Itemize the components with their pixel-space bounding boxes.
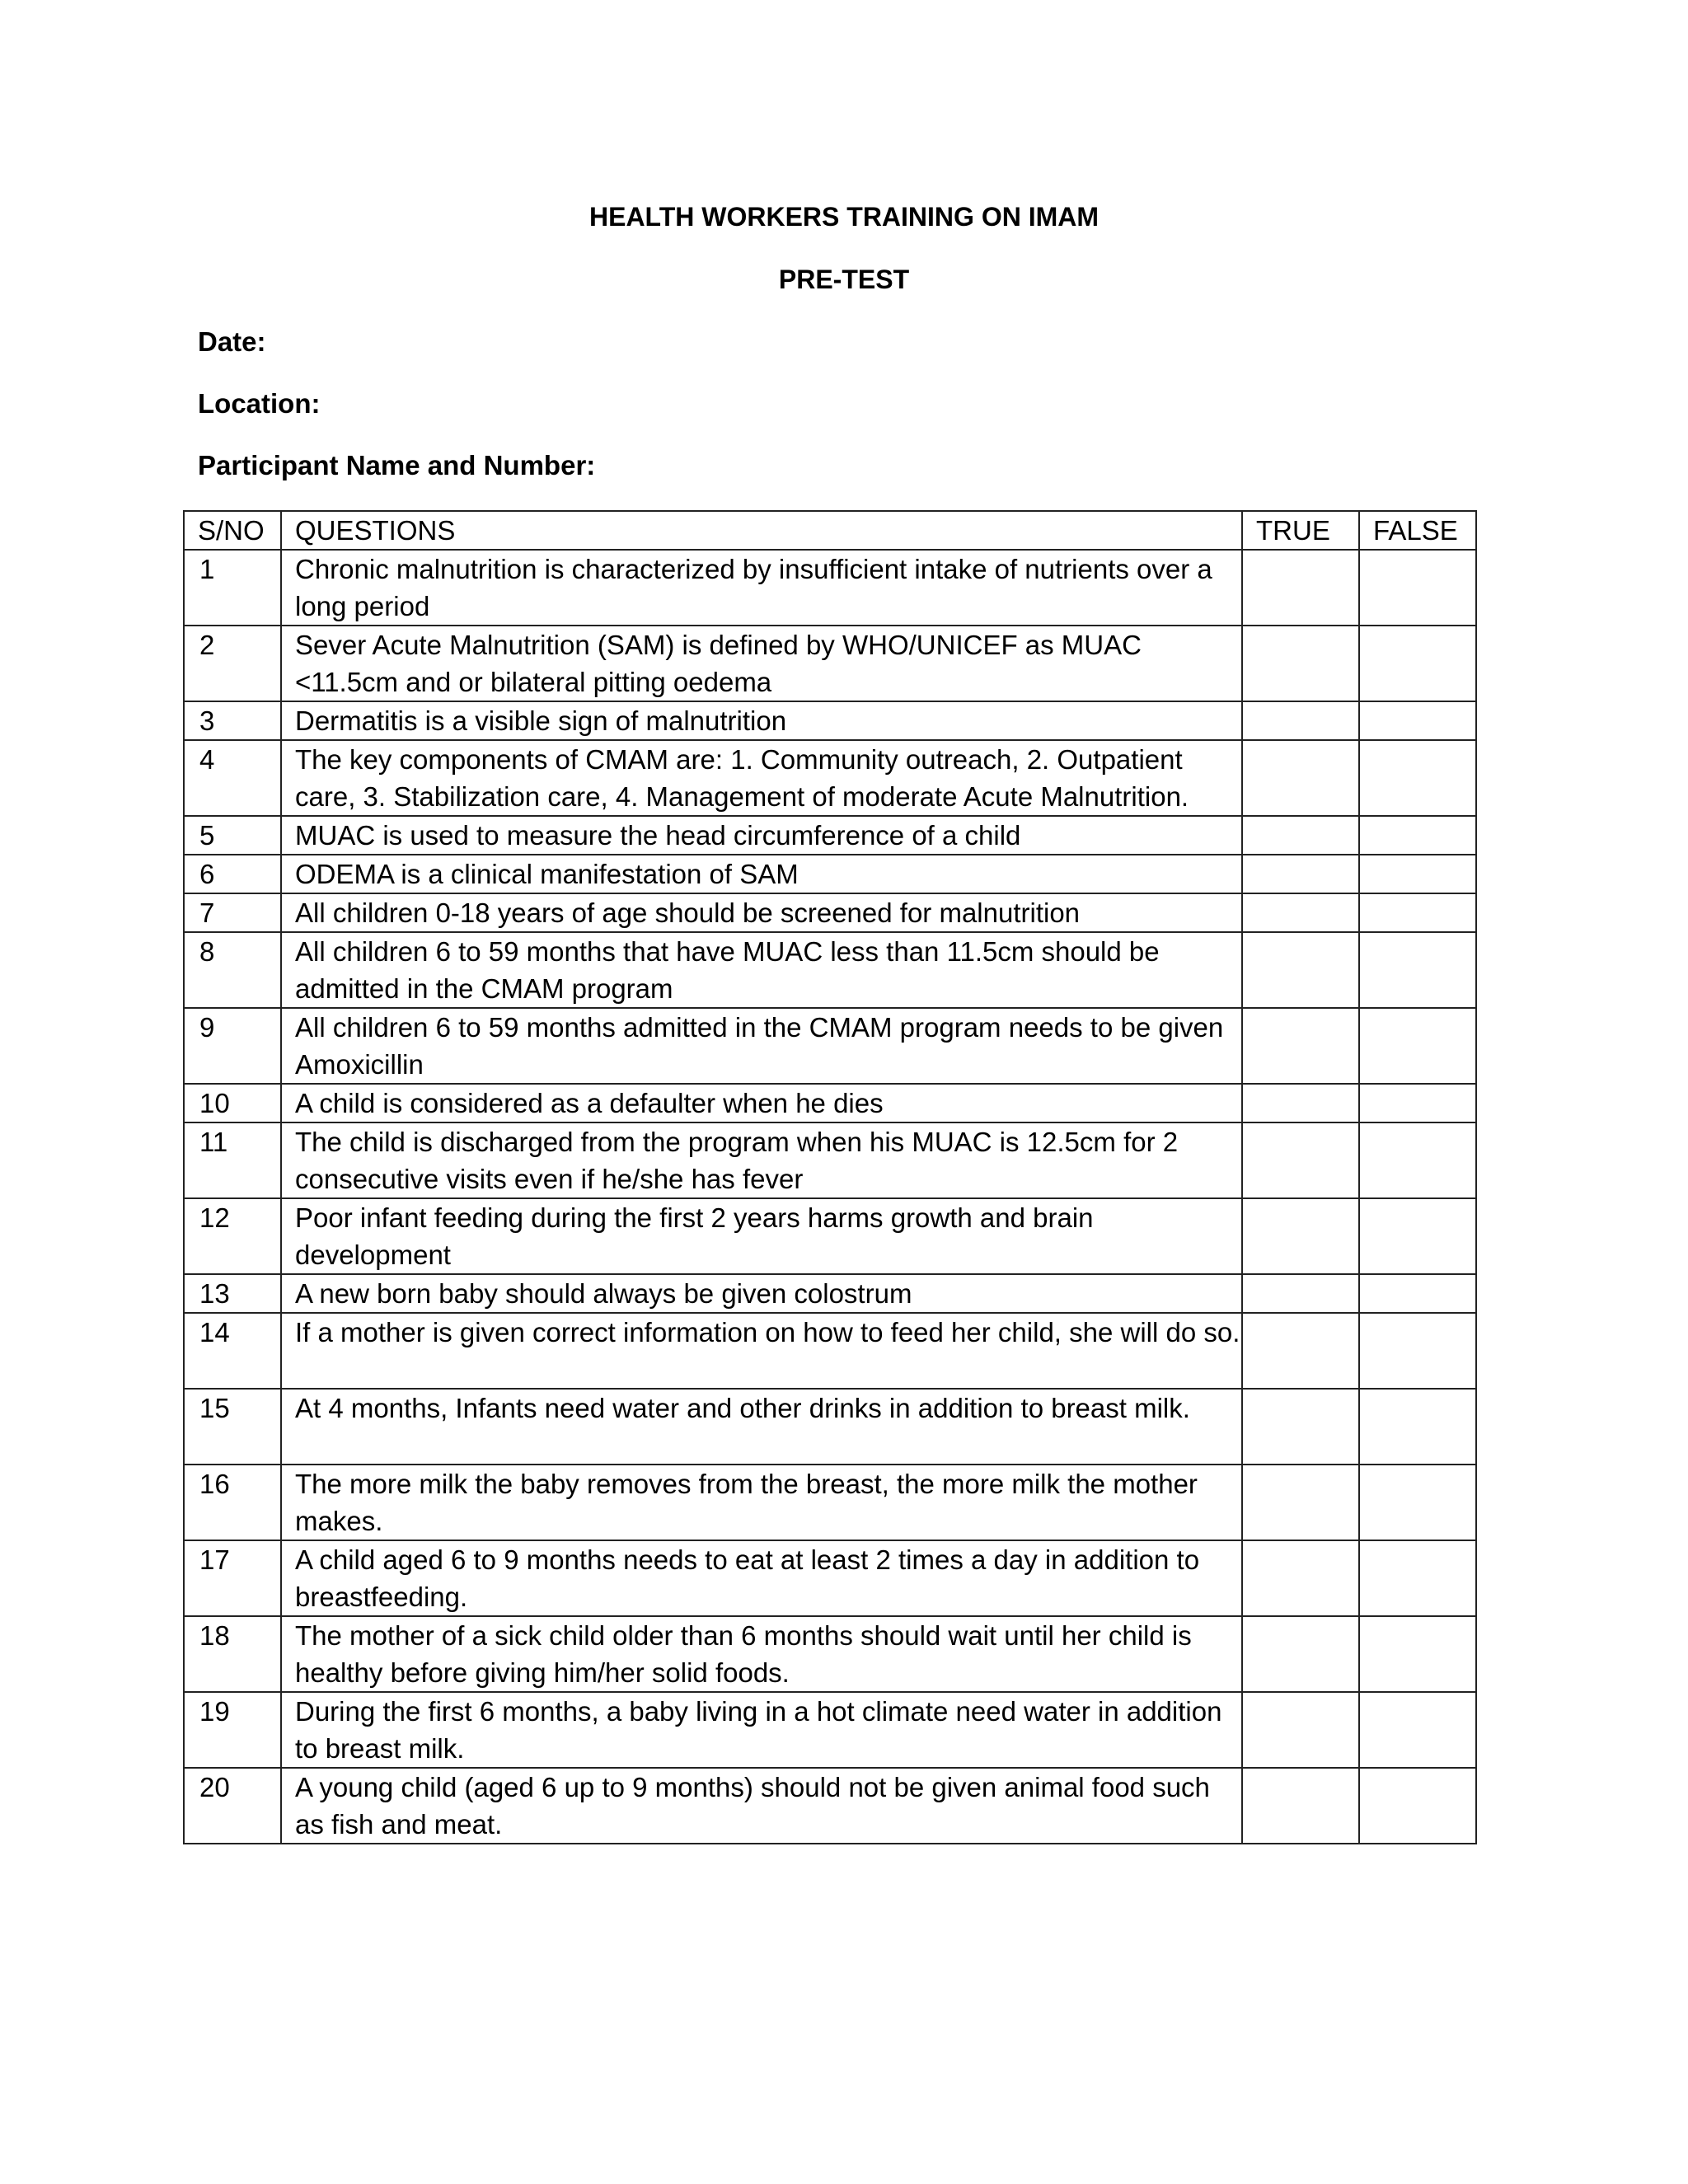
true-answer-cell[interactable] xyxy=(1242,1692,1359,1768)
false-answer-cell[interactable] xyxy=(1359,626,1476,701)
false-answer-cell[interactable] xyxy=(1359,1274,1476,1313)
table-row xyxy=(184,816,1476,855)
table-row xyxy=(184,550,1476,626)
true-answer-cell[interactable] xyxy=(1242,816,1359,855)
header-sno: S/NO xyxy=(184,511,281,550)
row-number: 2 xyxy=(184,626,281,701)
table-row xyxy=(184,1198,1476,1274)
row-number: 12 xyxy=(184,1198,281,1274)
true-answer-cell[interactable] xyxy=(1242,932,1359,1008)
row-number: 6 xyxy=(184,855,281,893)
false-answer-cell[interactable] xyxy=(1359,1008,1476,1084)
table-row xyxy=(184,1465,1476,1540)
true-answer-cell[interactable] xyxy=(1242,1768,1359,1844)
true-answer-cell[interactable] xyxy=(1242,1198,1359,1274)
true-answer-cell[interactable] xyxy=(1242,1313,1359,1389)
false-answer-cell[interactable] xyxy=(1359,1084,1476,1122)
row-question: All children 6 to 59 months that have MUAC less than 11.5cm should be admitted in the CMAM program xyxy=(281,932,1242,1008)
questions-table xyxy=(183,510,1477,1844)
header-false: FALSE xyxy=(1359,511,1476,550)
false-answer-cell[interactable] xyxy=(1359,740,1476,816)
row-question: Sever Acute Malnutrition (SAM) is defined by WHO/UNICEF as MUAC <11.5cm and or bilateral pitting oedema xyxy=(281,626,1242,701)
row-number: 4 xyxy=(184,740,281,816)
location-label: Location: xyxy=(198,388,321,419)
row-number: 5 xyxy=(184,816,281,855)
row-question: Dermatitis is a visible sign of malnutrition xyxy=(281,701,1242,740)
participant-label: Participant Name and Number: xyxy=(198,450,596,480)
row-question: ODEMA is a clinical manifestation of SAM xyxy=(281,855,1242,893)
row-question: All children 0-18 years of age should be screened for malnutrition xyxy=(281,893,1242,932)
true-answer-cell[interactable] xyxy=(1242,855,1359,893)
true-answer-cell[interactable] xyxy=(1242,1274,1359,1313)
date-label: Date: xyxy=(198,326,266,357)
table-row xyxy=(184,1084,1476,1122)
false-answer-cell[interactable] xyxy=(1359,701,1476,740)
row-number: 14 xyxy=(184,1313,281,1389)
header-questions: QUESTIONS xyxy=(281,511,1242,550)
row-number: 9 xyxy=(184,1008,281,1084)
true-answer-cell[interactable] xyxy=(1242,1084,1359,1122)
false-answer-cell[interactable] xyxy=(1359,1122,1476,1198)
row-question: The key components of CMAM are: 1. Community outreach, 2. Outpatient care, 3. Stabilization care, 4. Management of moderate Acute Malnutrition. xyxy=(281,740,1242,816)
true-answer-cell[interactable] xyxy=(1242,626,1359,701)
false-answer-cell[interactable] xyxy=(1359,1198,1476,1274)
table-row xyxy=(184,932,1476,1008)
false-answer-cell[interactable] xyxy=(1359,1768,1476,1844)
table-row xyxy=(184,740,1476,816)
true-answer-cell[interactable] xyxy=(1242,1389,1359,1465)
document-subtitle: PRE-TEST xyxy=(778,265,910,294)
row-number: 16 xyxy=(184,1465,281,1540)
table-row xyxy=(184,1274,1476,1313)
false-answer-cell[interactable] xyxy=(1359,1465,1476,1540)
true-answer-cell[interactable] xyxy=(1242,1540,1359,1616)
false-answer-cell[interactable] xyxy=(1359,932,1476,1008)
true-answer-cell[interactable] xyxy=(1242,1616,1359,1692)
table-row xyxy=(184,1540,1476,1616)
true-answer-cell[interactable] xyxy=(1242,1008,1359,1084)
true-answer-cell[interactable] xyxy=(1242,740,1359,816)
row-question: The child is discharged from the program when his MUAC is 12.5cm for 2 consecutive visits even if he/she has fever xyxy=(281,1122,1242,1198)
row-question: MUAC is used to measure the head circumference of a child xyxy=(281,816,1242,855)
row-question: A new born baby should always be given colostrum xyxy=(281,1274,1242,1313)
true-answer-cell[interactable] xyxy=(1242,701,1359,740)
true-answer-cell[interactable] xyxy=(1242,550,1359,626)
true-answer-cell[interactable] xyxy=(1242,1122,1359,1198)
false-answer-cell[interactable] xyxy=(1359,1692,1476,1768)
row-question: A young child (aged 6 up to 9 months) should not be given animal food such as fish and meat. xyxy=(281,1768,1242,1844)
false-answer-cell[interactable] xyxy=(1359,893,1476,932)
row-question: If a mother is given correct information on how to feed her child, she will do so. xyxy=(281,1313,1242,1389)
row-question: During the first 6 months, a baby living in a hot climate need water in addition to breast milk. xyxy=(281,1692,1242,1768)
true-answer-cell[interactable] xyxy=(1242,1465,1359,1540)
row-question: A child is considered as a defaulter when he dies xyxy=(281,1084,1242,1122)
row-number: 8 xyxy=(184,932,281,1008)
false-answer-cell[interactable] xyxy=(1359,1616,1476,1692)
row-question: The mother of a sick child older than 6 months should wait until her child is healthy before giving him/her solid foods. xyxy=(281,1616,1242,1692)
table-row xyxy=(184,1122,1476,1198)
table-row xyxy=(184,1008,1476,1084)
table-header-row xyxy=(184,511,1476,550)
false-answer-cell[interactable] xyxy=(1359,550,1476,626)
row-number: 18 xyxy=(184,1616,281,1692)
row-number: 15 xyxy=(184,1389,281,1465)
document-title: HEALTH WORKERS TRAINING ON IMAM xyxy=(588,202,1100,232)
table-row xyxy=(184,1313,1476,1389)
header-true: TRUE xyxy=(1242,511,1359,550)
row-question: The more milk the baby removes from the breast, the more milk the mother makes. xyxy=(281,1465,1242,1540)
false-answer-cell[interactable] xyxy=(1359,1313,1476,1389)
true-answer-cell[interactable] xyxy=(1242,893,1359,932)
row-number: 11 xyxy=(184,1122,281,1198)
false-answer-cell[interactable] xyxy=(1359,1389,1476,1465)
row-number: 17 xyxy=(184,1540,281,1616)
row-question: A child aged 6 to 9 months needs to eat at least 2 times a day in addition to breastfeeding. xyxy=(281,1540,1242,1616)
table-row xyxy=(184,626,1476,701)
row-number: 10 xyxy=(184,1084,281,1122)
false-answer-cell[interactable] xyxy=(1359,1540,1476,1616)
table-row xyxy=(184,893,1476,932)
table-row xyxy=(184,1616,1476,1692)
row-number: 19 xyxy=(184,1692,281,1768)
false-answer-cell[interactable] xyxy=(1359,855,1476,893)
table-row xyxy=(184,1692,1476,1768)
row-question: All children 6 to 59 months admitted in the CMAM program needs to be given Amoxicillin xyxy=(281,1008,1242,1084)
row-number: 20 xyxy=(184,1768,281,1844)
row-number: 7 xyxy=(184,893,281,932)
row-question: Chronic malnutrition is characterized by insufficient intake of nutrients over a long period xyxy=(281,550,1242,626)
row-number: 1 xyxy=(184,550,281,626)
table-row xyxy=(184,1389,1476,1465)
row-question: At 4 months, Infants need water and other drinks in addition to breast milk. xyxy=(281,1389,1242,1465)
row-question: Poor infant feeding during the first 2 years harms growth and brain development xyxy=(281,1198,1242,1274)
false-answer-cell[interactable] xyxy=(1359,816,1476,855)
table-row xyxy=(184,855,1476,893)
row-number: 3 xyxy=(184,701,281,740)
row-number: 13 xyxy=(184,1274,281,1313)
table-row xyxy=(184,1768,1476,1844)
table-row xyxy=(184,701,1476,740)
